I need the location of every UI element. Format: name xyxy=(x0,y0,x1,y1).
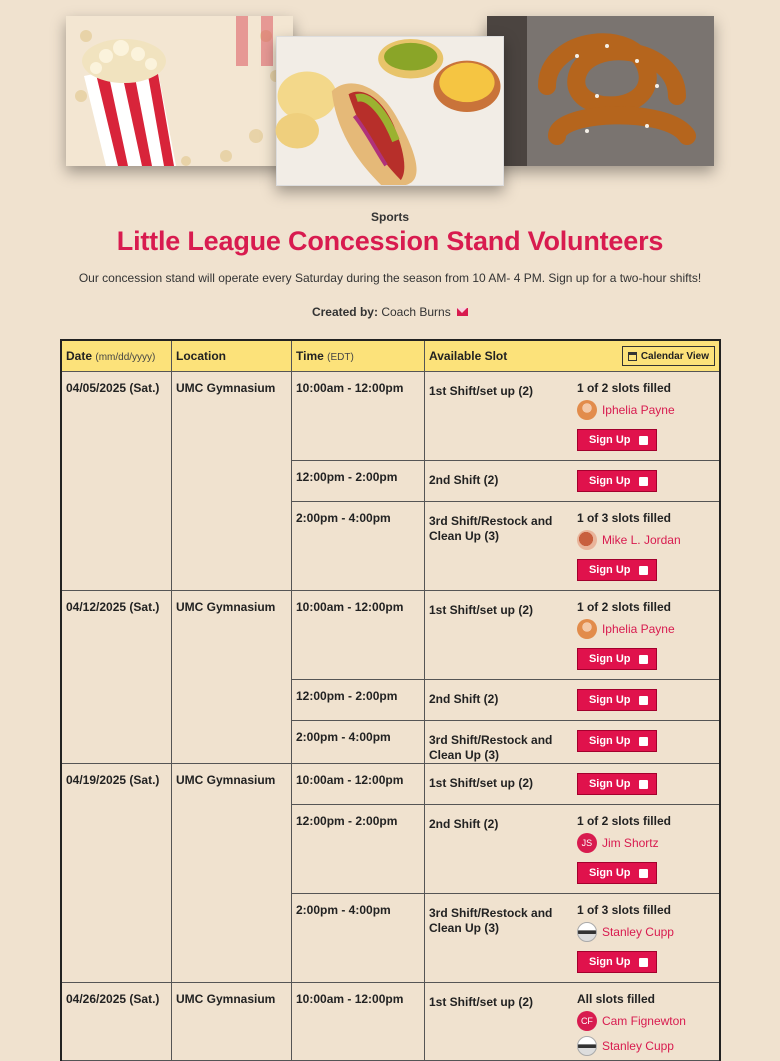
header-time-hint: (EDT) xyxy=(327,352,354,363)
slot-cell xyxy=(425,805,719,893)
slot-status xyxy=(577,730,715,763)
created-by-label: Created by: xyxy=(311,305,378,319)
table-row xyxy=(292,805,719,894)
table-row xyxy=(292,372,719,461)
checkbox-icon xyxy=(639,566,648,575)
slot-status xyxy=(577,381,715,460)
avatar xyxy=(577,922,597,942)
avatar: CF xyxy=(577,1011,597,1031)
date-group xyxy=(62,372,719,591)
location-cell: UMC Gymnasium xyxy=(172,591,292,763)
table-row xyxy=(292,680,719,721)
signup-table xyxy=(60,339,721,1061)
slot-name: 1st Shift/set up (2) xyxy=(429,995,534,1009)
header-date-hint: (mm/dd/yyyy) xyxy=(95,352,156,363)
header-slot-label: Available Slot xyxy=(429,349,508,363)
slot-cell xyxy=(425,764,719,804)
date-cell: 04/19/2025 (Sat.) xyxy=(62,764,172,982)
location-cell: UMC Gymnasium xyxy=(172,764,292,982)
sign-up-button[interactable] xyxy=(577,773,657,795)
calendar-view-label: Calendar View xyxy=(640,350,709,362)
slots-filled-text: All slots filled xyxy=(576,992,655,1006)
slot-status xyxy=(577,600,715,679)
checkbox-icon xyxy=(639,737,648,746)
sign-up-label: Sign Up xyxy=(588,735,631,747)
time-cell: 12:00pm - 2:00pm xyxy=(292,805,425,893)
slot-cell xyxy=(425,983,719,1060)
sign-up-button[interactable] xyxy=(577,951,657,973)
slot-cell xyxy=(425,591,719,679)
hotdog-image xyxy=(276,36,504,186)
header-date xyxy=(62,341,172,371)
slot-cell xyxy=(425,680,719,720)
volunteer-entry[interactable] xyxy=(577,832,715,854)
volunteer-entry[interactable] xyxy=(577,921,715,943)
sign-up-label: Sign Up xyxy=(588,694,631,706)
checkbox-icon xyxy=(639,958,648,967)
sign-up-button[interactable] xyxy=(577,648,657,670)
avatar xyxy=(577,530,597,550)
date-cell: 04/05/2025 (Sat.) xyxy=(62,372,172,590)
avatar xyxy=(577,1036,597,1056)
slot-status xyxy=(577,814,715,893)
slot-status xyxy=(577,689,715,720)
sign-up-label: Sign Up xyxy=(588,564,631,576)
slot-name: 1st Shift/set up (2) xyxy=(429,776,534,790)
time-cell: 10:00am - 12:00pm xyxy=(292,983,425,1060)
popcorn-image xyxy=(66,16,293,166)
slot-cell xyxy=(425,894,719,982)
mail-icon[interactable] xyxy=(457,308,468,316)
sign-up-button[interactable] xyxy=(577,862,657,884)
header-date-label: Date xyxy=(66,349,93,363)
location-cell: UMC Gymnasium xyxy=(172,372,292,590)
sign-up-label: Sign Up xyxy=(588,778,631,790)
slot-status xyxy=(577,773,715,804)
table-header xyxy=(62,341,719,372)
time-cell: 2:00pm - 4:00pm xyxy=(292,721,425,763)
time-cell: 12:00pm - 2:00pm xyxy=(292,461,425,501)
slot-cell xyxy=(425,721,719,763)
sign-up-label: Sign Up xyxy=(588,475,631,487)
organizer-name: Coach Burns xyxy=(381,305,451,319)
time-cell: 2:00pm - 4:00pm xyxy=(292,502,425,590)
slot-name: 2nd Shift (2) xyxy=(429,692,499,706)
volunteer-name: Mike L. Jordan xyxy=(601,533,681,547)
slot-cell xyxy=(425,461,719,501)
slot-name: 2nd Shift (2) xyxy=(429,473,499,487)
volunteer-entry[interactable] xyxy=(577,1035,715,1057)
volunteer-entry[interactable] xyxy=(577,1010,715,1032)
avatar: JS xyxy=(577,833,597,853)
volunteer-entry[interactable] xyxy=(577,529,715,551)
volunteer-name: Cam Fignewton xyxy=(601,1014,686,1028)
slot-name: 1st Shift/set up (2) xyxy=(429,384,534,398)
volunteer-name: Stanley Cupp xyxy=(601,925,674,939)
slots-filled-text: 1 of 2 slots filled xyxy=(576,600,671,614)
table-row xyxy=(292,591,719,680)
sign-up-button[interactable] xyxy=(577,689,657,711)
date-group xyxy=(62,983,719,1061)
checkbox-icon xyxy=(639,655,648,664)
table-row xyxy=(292,502,719,590)
checkbox-icon xyxy=(639,696,648,705)
time-cell: 12:00pm - 2:00pm xyxy=(292,680,425,720)
avatar xyxy=(577,619,597,639)
slots-filled-text: 1 of 3 slots filled xyxy=(576,511,671,525)
time-cell: 2:00pm - 4:00pm xyxy=(292,894,425,982)
volunteer-entry[interactable] xyxy=(577,618,715,640)
slot-name: 3rd Shift/Restock and Clean Up (3) xyxy=(429,733,553,762)
slot-cell xyxy=(425,502,719,590)
slot-name: 3rd Shift/Restock and Clean Up (3) xyxy=(429,514,553,543)
sign-up-button[interactable] xyxy=(577,730,657,752)
shift-rows xyxy=(292,372,719,590)
shift-rows xyxy=(292,983,719,1060)
table-row xyxy=(292,894,719,982)
checkbox-icon xyxy=(639,436,648,445)
slot-status xyxy=(577,511,715,590)
shift-rows xyxy=(292,591,719,763)
sign-up-label: Sign Up xyxy=(588,653,631,665)
slots-filled-text: 1 of 2 slots filled xyxy=(576,381,671,395)
volunteer-name: Iphelia Payne xyxy=(601,403,675,417)
volunteer-name: Jim Shortz xyxy=(601,836,659,850)
checkbox-icon xyxy=(639,780,648,789)
location-cell: UMC Gymnasium xyxy=(172,983,292,1060)
calendar-view-button[interactable] xyxy=(622,346,715,366)
date-group xyxy=(62,591,719,764)
date-cell: 04/26/2025 (Sat.) xyxy=(62,983,172,1060)
table-row xyxy=(292,764,719,805)
slot-name: 3rd Shift/Restock and Clean Up (3) xyxy=(429,906,553,935)
table-row xyxy=(292,983,719,1060)
volunteer-name: Iphelia Payne xyxy=(601,622,675,636)
category-label: Sports xyxy=(370,210,409,224)
header-photos xyxy=(0,0,780,200)
page-title: Little League Concession Stand Volunteers xyxy=(116,226,664,256)
created-by xyxy=(0,305,780,319)
slot-name: 1st Shift/set up (2) xyxy=(429,603,534,617)
header-slot xyxy=(425,341,719,371)
checkbox-icon xyxy=(639,869,648,878)
sign-up-button[interactable] xyxy=(577,470,657,492)
header-location: Location xyxy=(172,341,292,371)
slot-name: 2nd Shift (2) xyxy=(429,817,499,831)
header-time xyxy=(292,341,425,371)
slots-filled-text: 1 of 3 slots filled xyxy=(576,903,671,917)
header-time-label: Time xyxy=(296,349,324,363)
table-row xyxy=(292,721,719,763)
slot-status xyxy=(577,903,715,982)
checkbox-icon xyxy=(639,477,648,486)
date-cell: 04/12/2025 (Sat.) xyxy=(62,591,172,763)
volunteer-name: Stanley Cupp xyxy=(601,1039,674,1053)
sign-up-label: Sign Up xyxy=(588,956,631,968)
sign-up-label: Sign Up xyxy=(588,867,631,879)
sign-up-label: Sign Up xyxy=(588,434,631,446)
time-cell: 10:00am - 12:00pm xyxy=(292,372,425,460)
avatar xyxy=(577,400,597,420)
time-cell: 10:00am - 12:00pm xyxy=(292,764,425,804)
slot-status xyxy=(577,992,715,1060)
date-group xyxy=(62,764,719,983)
volunteer-entry[interactable] xyxy=(577,399,715,421)
pretzel-image xyxy=(487,16,714,166)
sign-up-button[interactable] xyxy=(577,559,657,581)
table-row xyxy=(292,461,719,502)
table-body xyxy=(62,372,719,1061)
page-description: Our concession stand will operate every Saturday during the season from 10 AM- 4 PM. Sign up for a two-hour shifts! xyxy=(78,271,702,285)
slot-cell xyxy=(425,372,719,460)
sign-up-button[interactable] xyxy=(577,429,657,451)
time-cell: 10:00am - 12:00pm xyxy=(292,591,425,679)
slot-status xyxy=(577,470,715,501)
shift-rows xyxy=(292,764,719,982)
calendar-icon xyxy=(628,352,637,361)
slots-filled-text: 1 of 2 slots filled xyxy=(576,814,671,828)
